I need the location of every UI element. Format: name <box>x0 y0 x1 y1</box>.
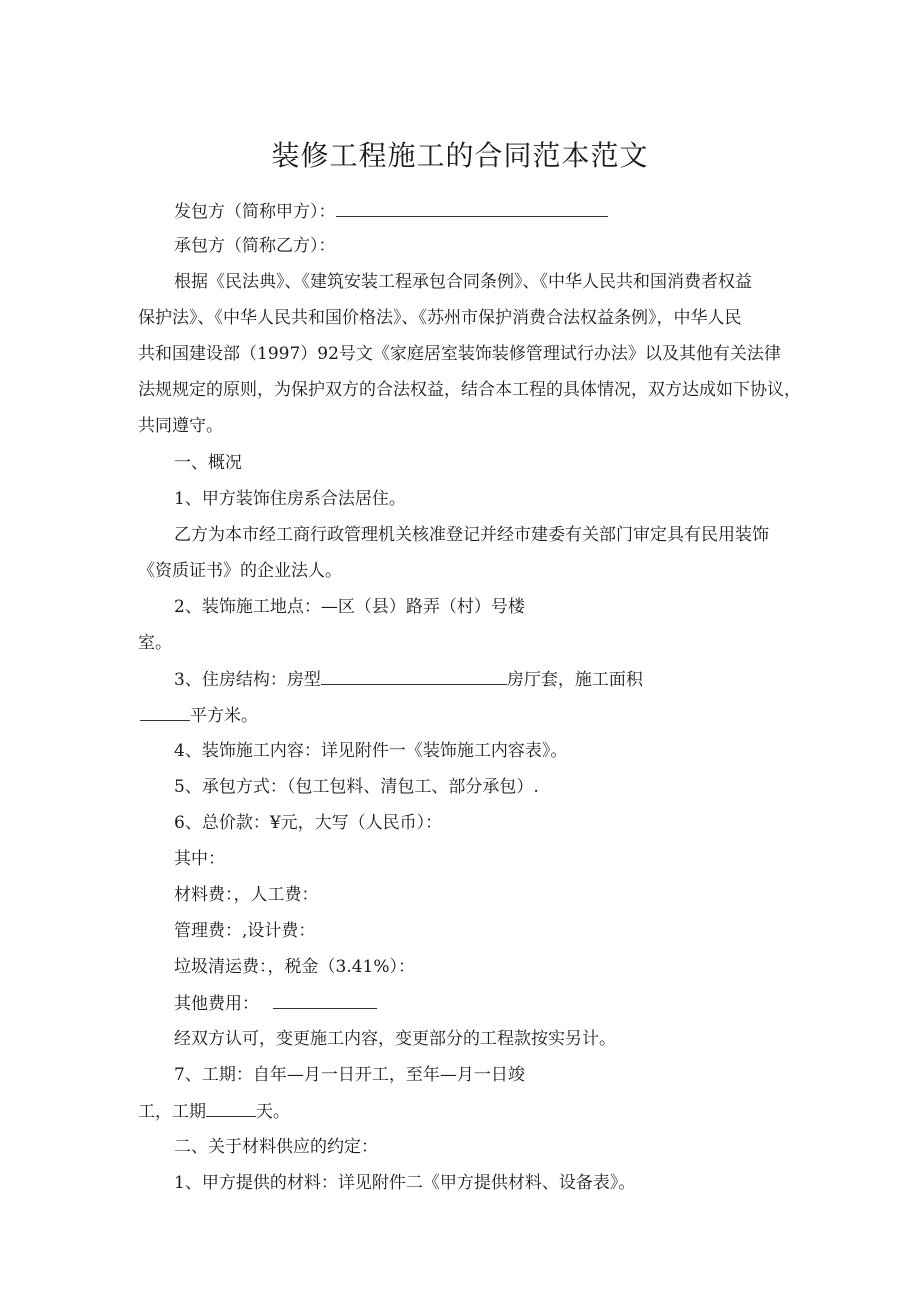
item-1-detail-line-1: 乙方为本市经工商行政管理机关核准登记并经市建委有关部门审定具有民用装饰 <box>174 525 769 545</box>
room-type-blank <box>321 668 507 685</box>
item-3-line-2-suffix: 平方米。 <box>190 706 258 726</box>
party-a-label: 发包方（简称甲方）： <box>174 202 336 222</box>
preamble-line-1: 根据《民法典》、《建筑安装工程承包合同条例》、《中华人民共和国消费者权益 <box>174 272 752 292</box>
item-7-line-1: 7、工期：自年—月一日开工，至年—月一日竣 <box>174 1065 525 1085</box>
fee-material-labor: 材料费：，人工费： <box>174 885 319 905</box>
preamble-line-2: 保护法》、《中华人民共和国价格法》、《苏州市保护消费合法权益条例》，中华人民 <box>138 308 742 328</box>
preamble-line-5: 共同遵守。 <box>138 416 223 436</box>
party-b-label: 承包方（简称乙方）： <box>174 236 336 256</box>
section-2-heading: 二、关于材料供应的约定： <box>174 1137 378 1157</box>
item-2-line-1: 2、装饰施工地点：—区（县）路弄（村）号楼 <box>174 597 525 617</box>
item-1-detail-line-2: 《资质证书》的企业法人。 <box>138 561 342 581</box>
fee-other-label: 其他费用： <box>174 994 259 1014</box>
among-label: 其中： <box>174 849 225 869</box>
item-5: 5、承包方式：（包工包料、清包工、部分承包）. <box>174 777 539 797</box>
fee-other-line <box>174 992 377 1015</box>
section-2-item-1: 1、甲方提供的材料：详见附件二《甲方提供材料、设备表》。 <box>174 1173 636 1193</box>
item-7-line-2 <box>138 1100 290 1123</box>
item-3-suffix: 房厅套，施工面积 <box>506 670 643 690</box>
section-1-heading: 一、概况 <box>174 453 242 473</box>
item-3-line-2 <box>140 704 258 727</box>
fee-other-blank <box>273 992 377 1009</box>
duration-blank <box>206 1100 256 1117</box>
change-note: 经双方认可，变更施工内容，变更部分的工程款按实另计。 <box>174 1029 616 1049</box>
item-6: 6、总价款：¥元，大写（人民币）： <box>174 813 443 833</box>
fee-management-design: 管理费：,设计费： <box>174 921 316 941</box>
party-a-blank <box>336 200 608 217</box>
item-7-line-2-prefix: 工，工期 <box>138 1102 206 1122</box>
item-7-line-2-suffix: 天。 <box>256 1102 290 1122</box>
fee-garbage-tax: 垃圾清运费：，税金（3.41%）： <box>174 957 416 977</box>
item-4: 4、装饰施工内容：详见附件一《装饰施工内容表》。 <box>174 741 568 761</box>
document-title: 装修工程施工的合同范本范文 <box>271 139 649 172</box>
item-1: 1、甲方装饰住房系合法居住。 <box>174 489 406 509</box>
preamble-line-4: 法规规定的原则，为保护双方的合法权益，结合本工程的具体情况，双方达成如下协议， <box>138 380 801 400</box>
item-3-prefix: 3、住房结构：房型 <box>174 670 321 690</box>
item-2-line-2: 室。 <box>138 633 172 653</box>
preamble-line-3: 共和国建设部（1997）92号文《家庭居室装饰装修管理试行办法》以及其他有关法律 <box>138 344 781 364</box>
area-blank <box>140 704 190 721</box>
item-3-line-1 <box>174 668 643 691</box>
party-a-line <box>174 200 608 223</box>
